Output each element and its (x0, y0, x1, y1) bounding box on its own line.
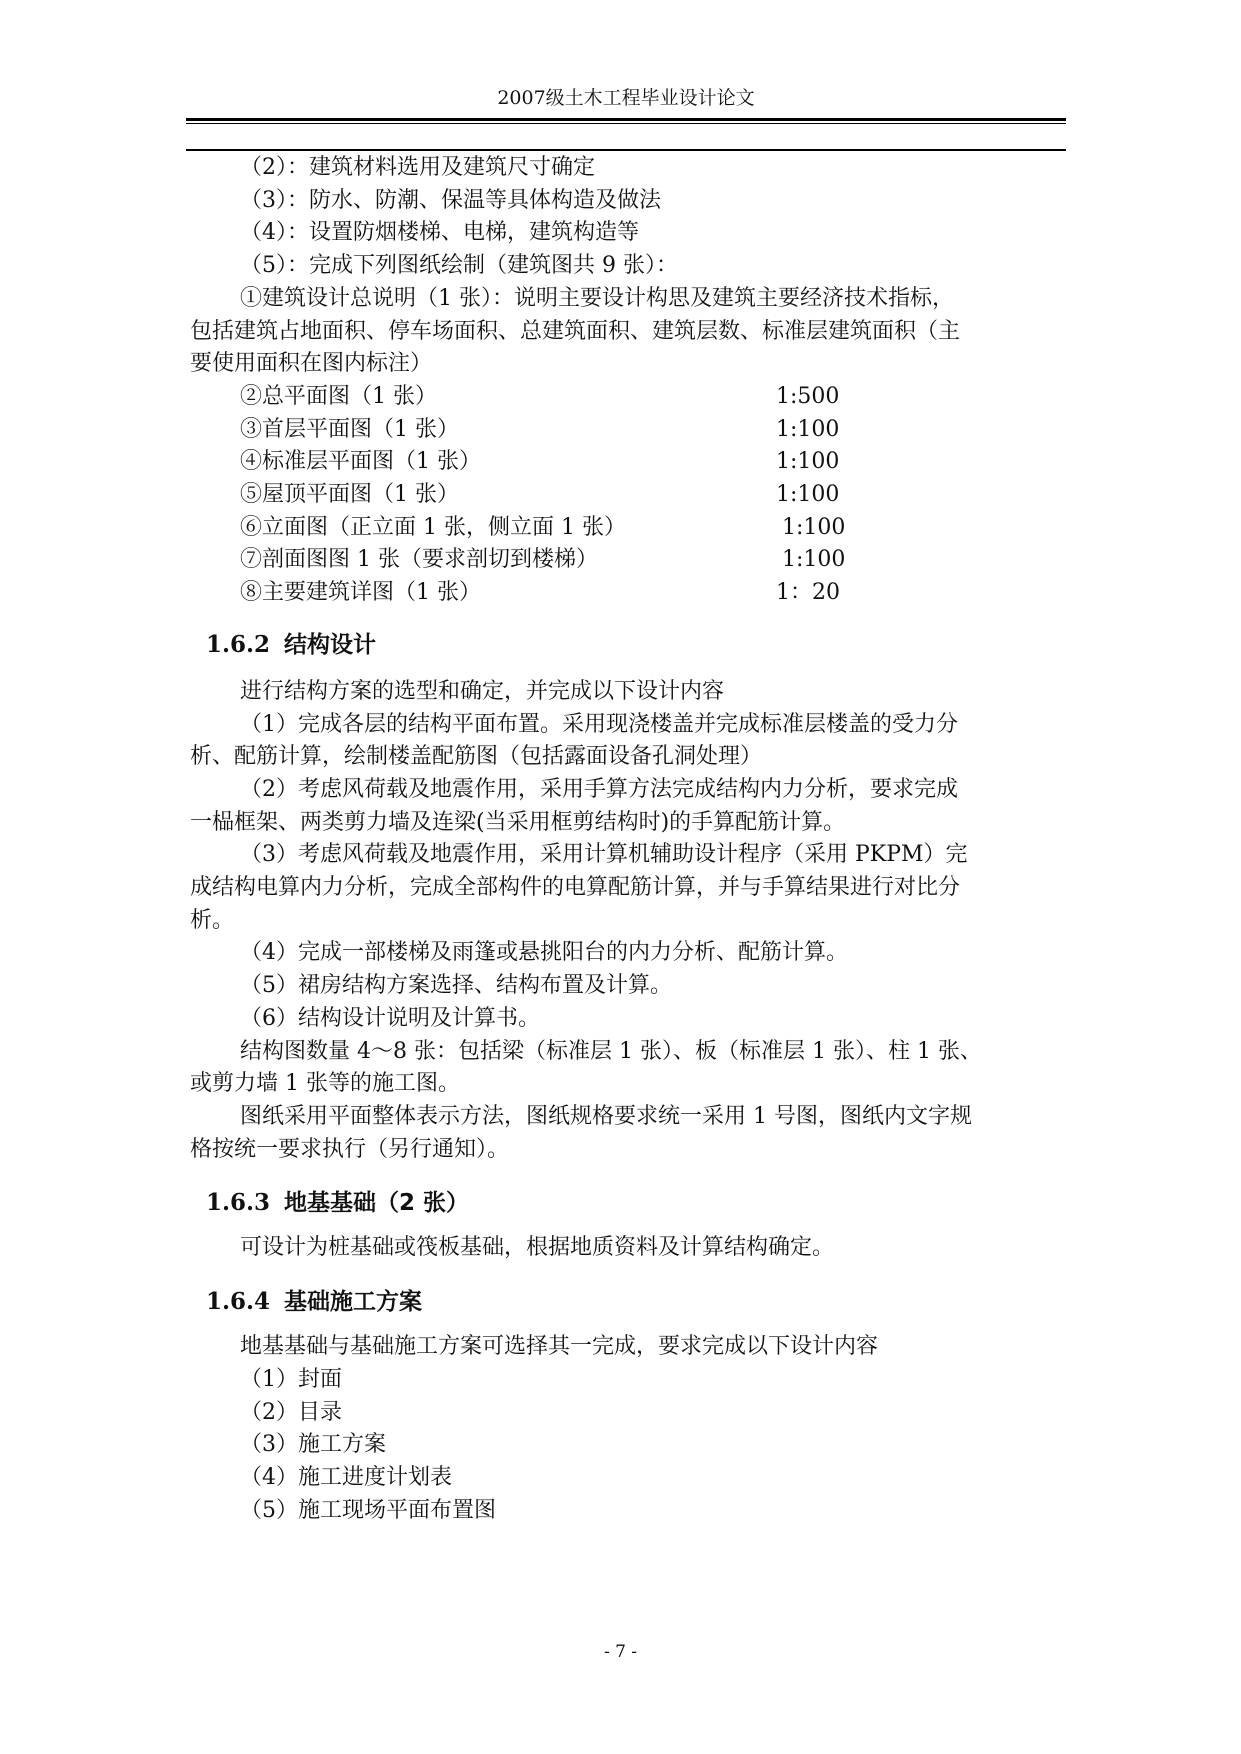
paragraph: ①建筑设计总说明（1 张）：说明主要设计构思及建筑主要经济技术指标， (240, 285, 954, 311)
paragraph: 包括建筑占地面积、停车场面积、总建筑面积、建筑层数、标准层建筑面积（主 (190, 318, 961, 344)
drawing-row (190, 544, 1062, 577)
paragraph: （4）：设置防烟楼梯、电梯，建筑构造等 (240, 220, 639, 246)
drawing-row (190, 446, 1062, 479)
drawing-row (190, 479, 1062, 512)
paragraph: （3）：防水、防潮、保温等具体构造及做法 (240, 187, 661, 213)
paragraph: 析、配筋计算，绘制楼盖配筋图（包括露面设备孔洞处理） (190, 744, 763, 770)
drawing-name: ⑤屋顶平面图（1 张） (240, 482, 459, 508)
drawing-scale: 1:100 (776, 449, 840, 475)
drawing-row (190, 577, 1062, 610)
paragraph: 析。 (190, 907, 235, 933)
section-heading-1-6-2 (190, 630, 1062, 660)
paragraph: 结构图数量 4～8 张：包括梁（标准层 1 张）、板（标准层 1 张）、柱 1 张、 (240, 1038, 982, 1064)
paragraph: （5）：完成下列图纸绘制（建筑图共 9 张）： (240, 253, 678, 279)
paragraph: （4）完成一部楼梯及雨篷或悬挑阳台的内力分析、配筋计算。 (240, 940, 848, 966)
paragraph: （5）裙房结构方案选择、结构布置及计算。 (240, 973, 672, 999)
list-item: （1）封面 (240, 1366, 342, 1392)
section-number: 1.6.4 (206, 1288, 271, 1316)
section-heading-1-6-4 (190, 1287, 1062, 1317)
section-title: 基础施工方案 (284, 1289, 423, 1316)
drawing-row (190, 381, 1062, 414)
paragraph: 图纸采用平面整体表示方法，图纸规格要求统一采用 1 号图，图纸内文字规 (240, 1103, 972, 1129)
drawing-scale: 1:100 (776, 482, 840, 508)
drawing-name: ④标准层平面图（1 张） (240, 449, 481, 475)
drawing-scale: 1:100 (782, 547, 846, 573)
paragraph: （2）考虑风荷载及地震作用，采用手算方法完成结构内力分析，要求完成 (240, 776, 958, 802)
drawing-row (190, 414, 1062, 447)
drawing-scale: 1:500 (776, 383, 840, 409)
section-title: 地基基础（2 张） (284, 1190, 470, 1217)
paragraph: 可设计为桩基础或筏板基础，根据地质资料及计算结构确定。 (240, 1235, 835, 1261)
paragraph: 进行结构方案的选型和确定，并完成以下设计内容 (240, 678, 725, 704)
list-item: （4）施工进度计划表 (240, 1464, 452, 1490)
drawing-scale: 1：20 (776, 580, 840, 606)
section-number: 1.6.2 (206, 630, 271, 658)
paragraph: 一榀框架、两类剪力墙及连梁(当采用框剪结构时)的手算配筋计算。 (190, 809, 846, 835)
paragraph: 成结构电算内力分析，完成全部构件的电算配筋计算，并与手算结果进行对比分 (190, 875, 961, 901)
paragraph: （3）考虑风荷载及地震作用，采用计算机辅助设计程序（采用 PKPM）完 (240, 842, 968, 868)
drawing-scale: 1:100 (776, 416, 840, 442)
header-rule-thick (186, 118, 1066, 121)
list-item: （2）目录 (240, 1399, 342, 1425)
running-header: 2007级土木工程毕业设计论文 (497, 87, 755, 109)
drawing-name: ③首层平面图（1 张） (240, 416, 459, 442)
section-title: 结构设计 (284, 631, 377, 658)
section-number: 1.6.3 (206, 1189, 271, 1217)
drawing-name: ②总平面图（1 张） (240, 383, 437, 409)
drawing-row (190, 512, 1062, 545)
paragraph: （1）完成各层的结构平面布置。采用现浇楼盖并完成标准层楼盖的受力分 (240, 711, 958, 737)
page-body (190, 152, 1062, 1527)
page-number: - 7 - (603, 1642, 638, 1662)
paragraph: 要使用面积在图内标注） (190, 351, 433, 377)
paragraph: （6）结构设计说明及计算书。 (240, 1005, 540, 1031)
header-rule-thin (186, 123, 1066, 124)
header-rule-bottom (186, 149, 1066, 151)
drawing-scale: 1:100 (782, 514, 846, 540)
section-heading-1-6-3 (190, 1188, 1062, 1218)
paragraph: 地基基础与基础施工方案可选择其一完成，要求完成以下设计内容 (240, 1334, 879, 1360)
drawing-name: ⑥立面图（正立面 1 张，侧立面 1 张） (240, 514, 626, 540)
paragraph: 格按统一要求执行（另行通知）。 (190, 1136, 510, 1162)
drawing-name: ⑧主要建筑详图（1 张） (240, 580, 481, 606)
drawing-name: ⑦剖面图图 1 张（要求剖切到楼梯） (240, 547, 598, 573)
list-item: （5）施工现场平面布置图 (240, 1497, 496, 1523)
paragraph: 或剪力墙 1 张等的施工图。 (190, 1071, 460, 1097)
paragraph: （2）：建筑材料选用及建筑尺寸确定 (240, 155, 595, 180)
list-item: （3）施工方案 (240, 1432, 386, 1458)
